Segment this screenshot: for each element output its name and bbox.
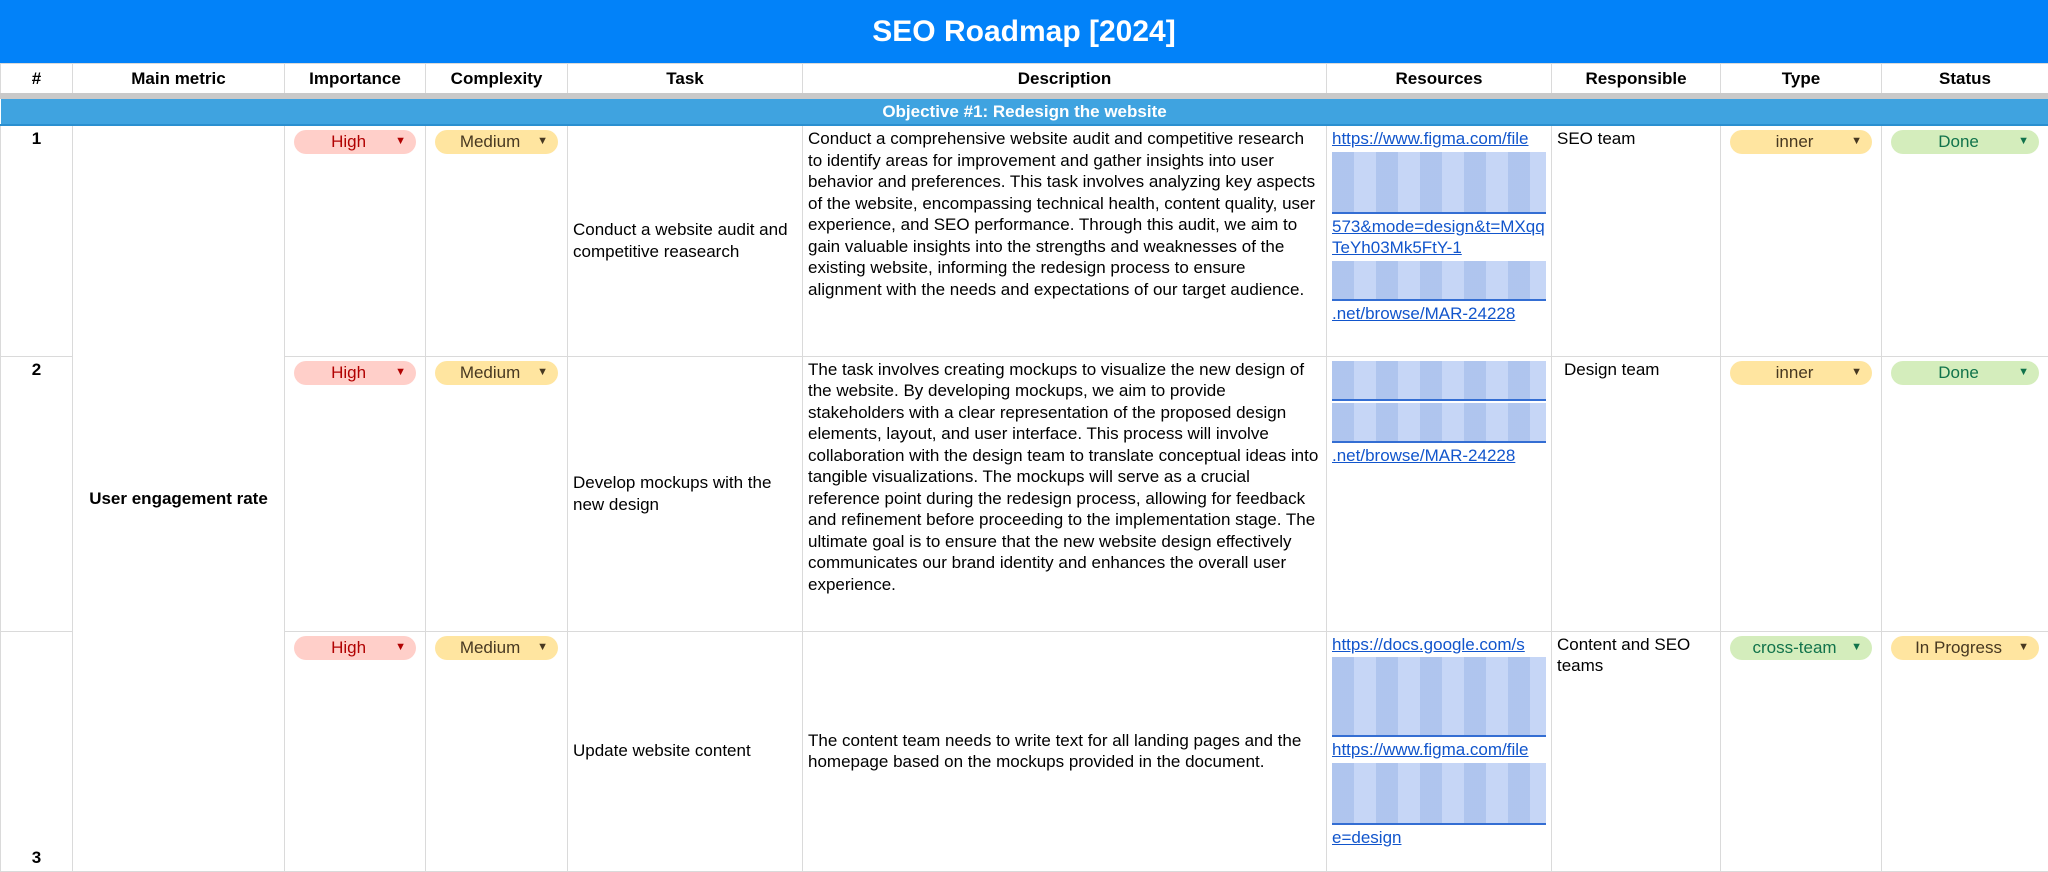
resource-link[interactable]: 573&mode=design&t=MXqqTeYh03Mk5FtY-1 <box>1332 217 1545 258</box>
dropdown-arrow-icon: ▼ <box>2018 637 2029 659</box>
importance-dropdown[interactable]: High ▼ <box>294 636 416 660</box>
sheet-title: SEO Roadmap [2024] <box>0 0 2048 63</box>
table-row <box>1 631 2048 871</box>
status-dropdown[interactable]: Done ▼ <box>1891 361 2039 385</box>
col-main-metric[interactable]: Main metric <box>73 64 285 96</box>
type-dropdown[interactable]: inner ▼ <box>1730 130 1872 154</box>
responsible-cell[interactable]: Design team <box>1552 356 1721 631</box>
redacted-link <box>1332 657 1546 737</box>
resource-link[interactable]: .net/browse/MAR-24228 <box>1332 304 1515 323</box>
importance-dropdown[interactable]: High ▼ <box>294 130 416 154</box>
importance-cell[interactable] <box>285 125 426 356</box>
row-number[interactable]: 1 <box>1 125 73 356</box>
status-cell[interactable] <box>1882 125 2048 356</box>
responsible-cell[interactable]: Content and SEO teams <box>1552 631 1721 871</box>
col-importance[interactable]: Importance <box>285 64 426 96</box>
table-row <box>1 125 2048 356</box>
col-description[interactable]: Description <box>803 64 1327 96</box>
redacted-link <box>1332 261 1546 301</box>
col-resources[interactable]: Resources <box>1327 64 1552 96</box>
importance-dropdown[interactable]: High ▼ <box>294 361 416 385</box>
type-cell[interactable] <box>1721 125 1882 356</box>
row-number[interactable]: 3 <box>1 631 73 871</box>
col-responsible[interactable]: Responsible <box>1552 64 1721 96</box>
status-dropdown[interactable]: In Progress ▼ <box>1891 636 2039 660</box>
resource-link[interactable]: https://www.figma.com/file <box>1332 740 1529 759</box>
objective-title[interactable]: Objective #1: Redesign the website <box>1 96 2048 126</box>
complexity-dropdown[interactable]: Medium ▼ <box>435 636 558 660</box>
status-dropdown[interactable]: Done ▼ <box>1891 130 2039 154</box>
col-num[interactable]: # <box>1 64 73 96</box>
type-dropdown[interactable]: cross-team ▼ <box>1730 636 1872 660</box>
complexity-cell[interactable] <box>426 125 568 356</box>
resources-cell[interactable] <box>1327 125 1552 356</box>
task-cell[interactable]: Conduct a website audit and competitive reasearch <box>568 125 803 356</box>
task-cell[interactable]: Develop mockups with the new design <box>568 356 803 631</box>
type-cell[interactable] <box>1721 356 1882 631</box>
type-cell[interactable] <box>1721 631 1882 871</box>
complexity-dropdown[interactable]: Medium ▼ <box>435 130 558 154</box>
dropdown-arrow-icon: ▼ <box>1851 362 1862 384</box>
roadmap-table <box>0 63 2048 872</box>
resource-link[interactable]: https://www.figma.com/file <box>1332 129 1529 148</box>
status-cell[interactable] <box>1882 631 2048 871</box>
importance-cell[interactable] <box>285 631 426 871</box>
resource-link[interactable]: .net/browse/MAR-24228 <box>1332 446 1515 465</box>
objective-row <box>1 96 2048 126</box>
description-cell[interactable]: The task involves creating mockups to visualize the new design of the website. By developing mockups, we aim to provide stakeholders with a clear representation of the proposed design elements, layout, and user interface. This process will involve collaboration with the design team to translate conceptual ideas into tangible visualizations. The mockups will serve as a crucial reference point during the redesign process, allowing for feedback and refinement before proceeding to the implementation stage. The ultimate goal is to ensure that the new website design effectively communicates our brand identity and enhances the overall user experience. <box>803 356 1327 631</box>
task-cell[interactable]: Update website content <box>568 631 803 871</box>
resources-cell[interactable] <box>1327 631 1552 871</box>
complexity-cell[interactable] <box>426 356 568 631</box>
redacted-link <box>1332 403 1546 443</box>
col-type[interactable]: Type <box>1721 64 1882 96</box>
dropdown-arrow-icon: ▼ <box>395 131 406 153</box>
table-row <box>1 356 2048 631</box>
description-cell[interactable]: Conduct a comprehensive website audit and competitive research to identify areas for improvement and gather insights into user behavior and preferences. This task involves analyzing key aspects of the website, encompassing technical health, content quality, user experience, and SEO performance. Through this audit, we aim to gain valuable insights into the strengths and weaknesses of the existing website, informing the redesign process to ensure alignment with the needs and expectations of our target audience. <box>803 125 1327 356</box>
description-cell[interactable]: The content team needs to write text for all landing pages and the homepage based on the mockups provided in the document. <box>803 631 1327 871</box>
dropdown-arrow-icon: ▼ <box>1851 131 1862 153</box>
redacted-link <box>1332 361 1546 401</box>
responsible-cell[interactable]: SEO team <box>1552 125 1721 356</box>
dropdown-arrow-icon: ▼ <box>537 131 548 153</box>
dropdown-arrow-icon: ▼ <box>395 362 406 384</box>
redacted-link <box>1332 152 1546 214</box>
dropdown-arrow-icon: ▼ <box>395 637 406 659</box>
col-status[interactable]: Status <box>1882 64 2048 96</box>
row-number[interactable]: 2 <box>1 356 73 631</box>
type-dropdown[interactable]: inner ▼ <box>1730 361 1872 385</box>
redacted-link <box>1332 763 1546 825</box>
header-row <box>1 64 2048 96</box>
dropdown-arrow-icon: ▼ <box>1851 637 1862 659</box>
importance-cell[interactable] <box>285 356 426 631</box>
dropdown-arrow-icon: ▼ <box>537 637 548 659</box>
col-task[interactable]: Task <box>568 64 803 96</box>
resource-link[interactable]: https://docs.google.com/s <box>1332 635 1525 654</box>
dropdown-arrow-icon: ▼ <box>537 362 548 384</box>
dropdown-arrow-icon: ▼ <box>2018 362 2029 384</box>
col-complexity[interactable]: Complexity <box>426 64 568 96</box>
main-metric-cell[interactable]: User engagement rate <box>73 125 285 871</box>
dropdown-arrow-icon: ▼ <box>2018 131 2029 153</box>
resources-cell[interactable] <box>1327 356 1552 631</box>
complexity-cell[interactable] <box>426 631 568 871</box>
resource-link[interactable]: e=design <box>1332 828 1401 847</box>
status-cell[interactable] <box>1882 356 2048 631</box>
complexity-dropdown[interactable]: Medium ▼ <box>435 361 558 385</box>
